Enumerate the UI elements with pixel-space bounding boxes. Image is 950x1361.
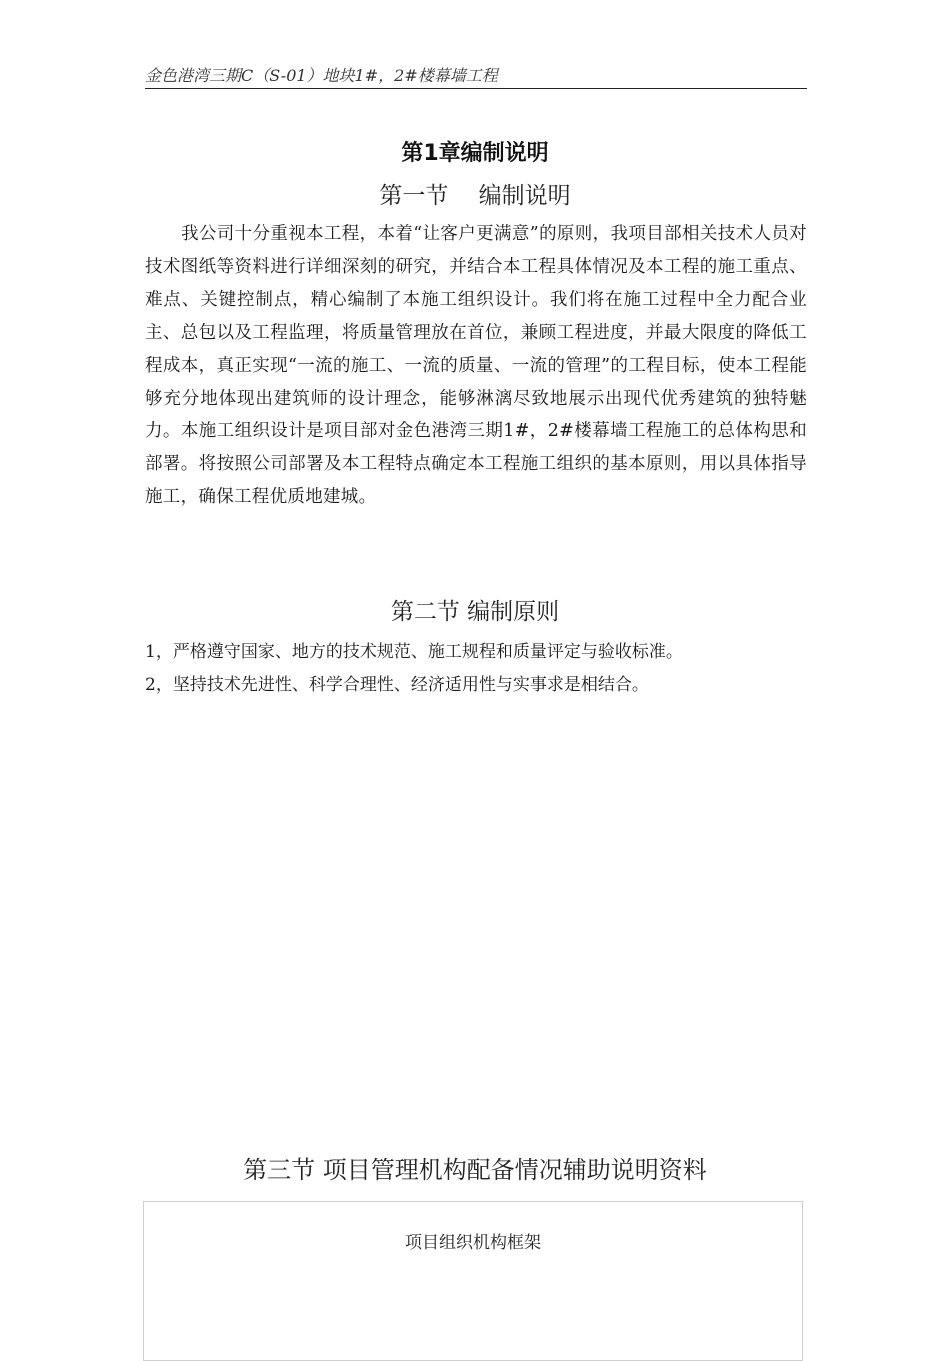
section-1-title: 第一节 编制说明	[379, 183, 571, 209]
org-chart-frame	[143, 1201, 803, 1361]
section-3-title: 第三节 项目管理机构配备情况辅助说明资料	[243, 1156, 707, 1184]
section-2-title: 第二节 编制原则	[390, 599, 560, 625]
principle-item-2: 2，坚持技术先进性、科学合理性、经济适用性与实事求是相结合。	[145, 675, 649, 695]
principle-item-1: 1，严格遵守国家、地方的技术规范、施工规程和质量评定与验收标准。	[145, 642, 683, 662]
chapter-title: 第1章编制说明	[401, 141, 549, 166]
page-header	[145, 66, 807, 89]
org-chart-title: 项目组织机构框架	[405, 1233, 541, 1253]
header-project-title: 金色港湾三期C（S-01）地块1#，2#楼幕墙工程	[145, 66, 498, 85]
section-1-paragraph: 我公司十分重视本工程，本着“让客户更满意”的原则，我项目部相关技术人员对技术图纸等资料进行详细深刻的研究，并结合本工程具体情况及本工程的施工重点、难点、关键控制点，精心编制了本施工组织设计。我们将在施工过程中全力配合业主、总包以及工程监理，将质量管理放在首位，兼顾工程进度，并最大限度的降低工程成本，真正实现“一流的施工、一流的质量、一流的管理”的工程目标，使本工程能够充分地体现出建筑师的设计理念，能够淋漓尽致地展示出现代优秀建筑的独特魅力。本施工组织设计是项目部对金色港湾三期1#，2#楼幕墙工程施工的总体构思和部署。将按照公司部署及本工程特点确定本工程施工组织的基本原则，用以具体指导施工，确保工程优质地建城。	[145, 224, 807, 508]
